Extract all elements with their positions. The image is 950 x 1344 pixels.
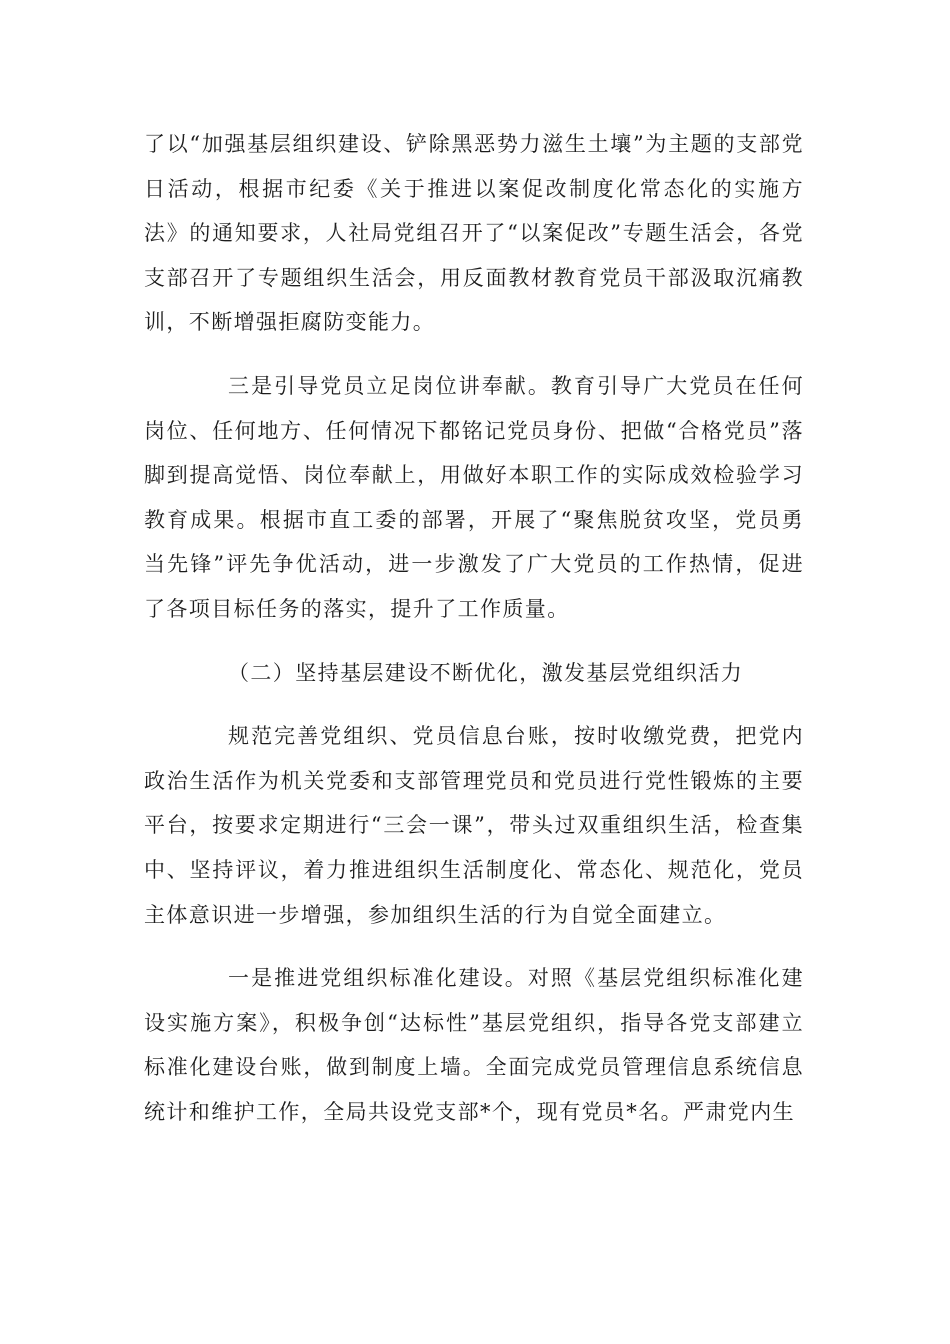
paragraph-point-one: 一是推进党组织标准化建设。对照《基层党组织标准化建设实施方案》，积极争创“达标性”基层党组织，指导各党支部建立标准化建设台账，做到制度上墙。全面完成党员管理信息系统信息统计和维护工作，全局共设党支部*个，现有党员*名。严肃党内生 [144, 966, 804, 1124]
section-heading-two: （二）坚持基层建设不断优化，激发基层党组织活力 [228, 660, 744, 685]
paragraph-gap [144, 695, 804, 714]
paragraph-continuation: 了以“加强基层组织建设、铲除黑恶势力滋生土壤”为主题的支部党日活动，根据市纪委《关于推进以案促改制度化常态化的实施方法》的通知要求，人社局党组召开了“以案促改”专题生活会，各党支部召开了专题组织生活会，用反面教材教育党员干部汲取沉痛教训，不断增强拒腐防变能力。 [144, 132, 804, 335]
paragraph-point-three: 三是引导党员立足岗位讲奉献。教育引导广大党员在任何岗位、任何地方、任何情况下都铭记党员身份、把做“合格党员”落脚到提高觉悟、岗位奉献上，用做好本职工作的实际成效检验学习教育成果。根据市直工委的部署，开展了“聚焦脱贫攻坚，党员勇当先锋”评先争优活动，进一步激发了广大党员的工作热情，促进了各项目标任务的落实，提升了工作质量。 [144, 373, 804, 621]
paragraph-gap [144, 937, 804, 956]
document-body [144, 122, 804, 1134]
paragraph-section-intro: 规范完善党组织、党员信息台账，按时收缴党费，把党内政治生活作为机关党委和支部管理党员和党员进行党性锻炼的主要平台，按要求定期进行“三会一课”，带头过双重组织生活，检查集中、坚持评议，着力推进组织生活制度化、常态化、规范化，党员主体意识进一步增强，参加组织生活的行为自觉全面建立。 [144, 724, 804, 927]
paragraph-gap [144, 345, 804, 364]
paragraph-gap [144, 632, 804, 651]
